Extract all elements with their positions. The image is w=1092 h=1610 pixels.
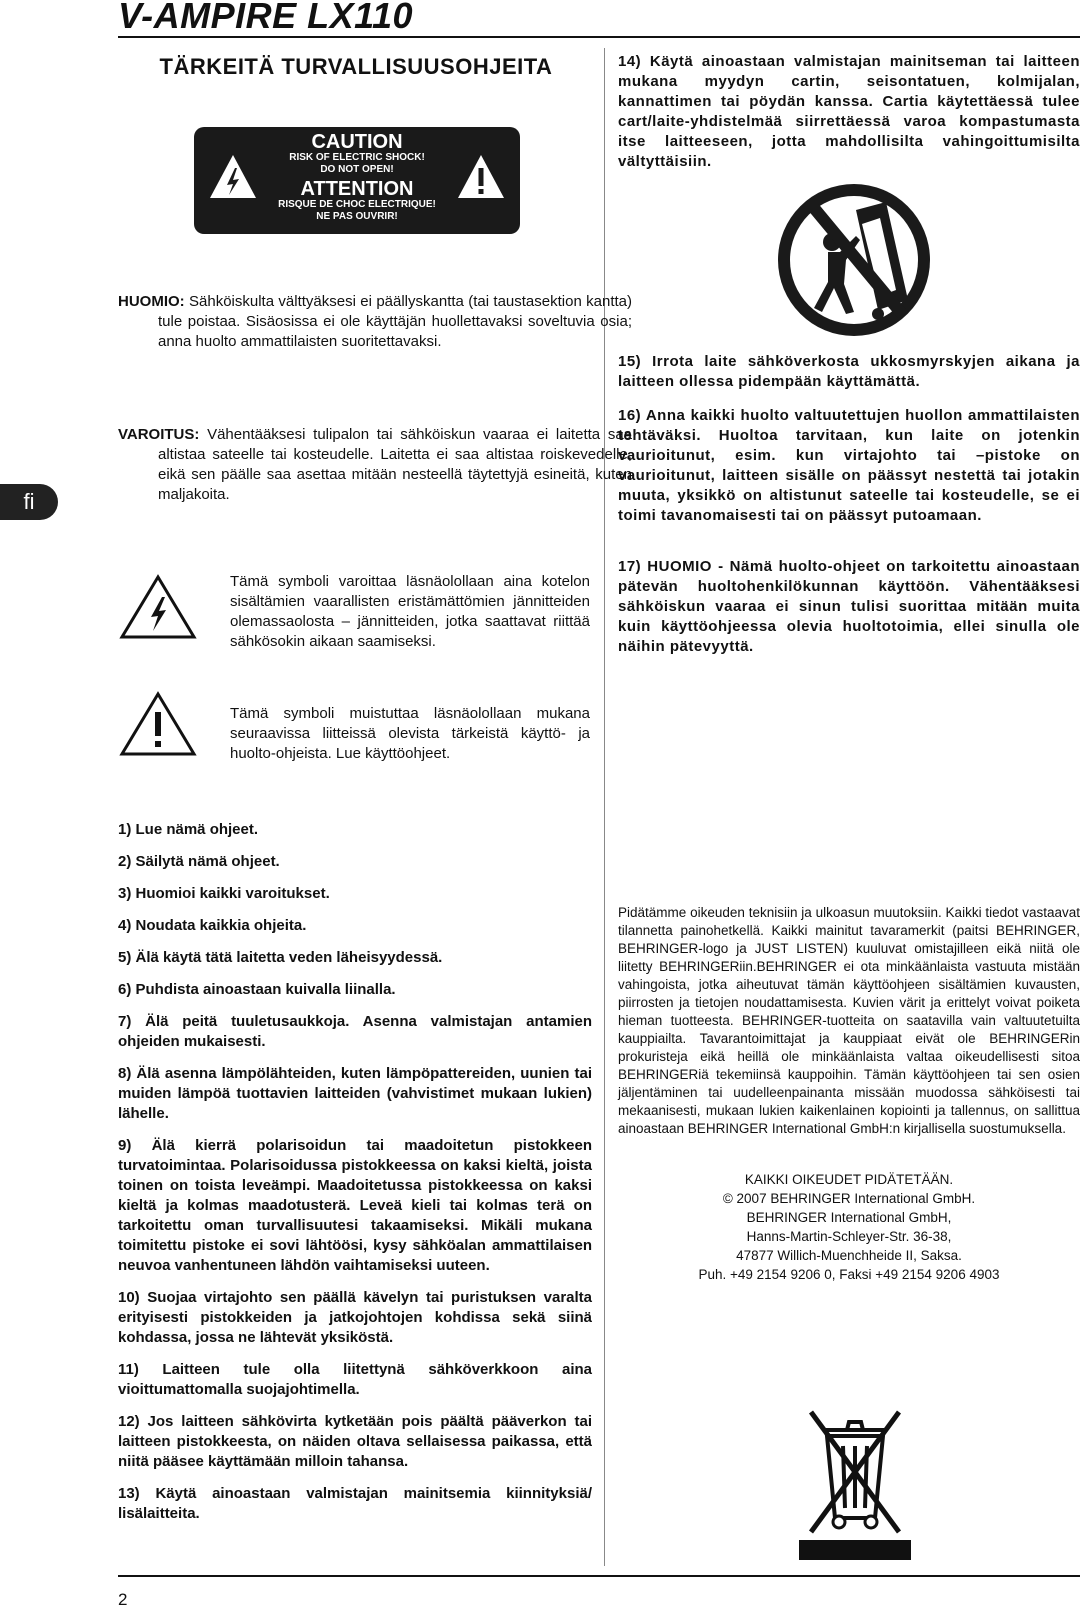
- rights-line: © 2007 BEHRINGER International GmbH.: [722, 1191, 976, 1206]
- symbol2-text: Tämä symboli muistuttaa läsnäolollaan mukana seuraavissa liitteissä olevista tärkeistä käyttö- ja huolto-ohjeista. Lue käyttöohjeet.: [230, 705, 590, 762]
- language-tab: fi: [0, 484, 58, 520]
- exclamation-symbol-icon: [118, 690, 198, 758]
- instruction-item: 8) Älä asenna lämpölähteiden, kuten lämpöpattereiden, uunien tai muiden lämpöä tuottavien laitteiden (vahvistimet mukaan lukien) lähelle.: [118, 1065, 592, 1122]
- symbol1-text: Tämä symboli varoittaa läsnäolollaan aina kotelon sisältämien vaarallisten eristämättömien jännitteiden olemassaolosta – jännitteiden, jotka saattavat riittää sähkösokin aikaan saamiseksi.: [230, 573, 590, 650]
- lightning-warning-icon: [208, 152, 258, 202]
- instruction-item: 4) Noudata kaikkia ohjeita.: [118, 917, 307, 934]
- instruction-item: 10) Suojaa virtajohto sen päällä kävelyn tai puristuksen varalta erityisesti pistokkeiden ja jatkojohtojen kohdissa sekä siinä kohdassa, jossa ne lähtevät yksiköstä.: [118, 1289, 592, 1346]
- varoitus-paragraph: [118, 425, 632, 505]
- instruction-item: 2) Säilytä nämä ohjeet.: [118, 853, 280, 870]
- legal-notice: Pidätämme oikeuden teknisiin ja ulkoasun muutoksiin. Kaikki tiedot vastaavat tilannetta painohetkellä. Kaikki mainitut tavaramerkit (paitsi BEHRINGER, BEHRINGER-logo ja JUST LISTEN) kuuluvat omistajilleen eikä niitä ole liitetty BEHRINGERiin.BEHRINGER ei ota minkäänlaista vastuuta mistään vahingoista, jotka aiheutuvat tämän käyttöohjeen sisältämien kuvausten, piirrosten ja tietojen noudattamisesta. Kuvien värit ja erittelyt voivat poiketa hieman tuotteesta. BEHRINGER-tuotteita on saatavilla vain valtuutetuilta kauppiailta. Tavarantoimittajat ja kauppiaat eivät ole BEHRINGERin prokuristeja eikä heillä ole minkäänlaista valtaa oikeudellisesti sitoa BEHRINGERiä tekemiinsä kauppoihin. Tämän käyttöohjeen tai sen osien jäljentäminen tai uudelleenpainanta missään muodossa sähköisesti tai mekaanisesti, mukaan lukien kaikenlainen kopiointi ja tallennus, on sallittua ainoastaan BEHRINGER International GmbH:n kirjallisella suostumuksella.: [618, 905, 1080, 1136]
- rights-line: Puh. +49 2154 9206 0, Faksi +49 2154 9206 4903: [698, 1267, 1000, 1282]
- varoitus-label: VAROITUS:: [118, 426, 200, 443]
- item-17: 17) HUOMIO - Nämä huolto-ohjeet on tarkoitettu ainoastaan pätevän huoltohenkilökunnan käyttöön. Vähentääksesi sähköiskun vaaraa ei sinun tulisi suorittaa mitään muita kuin käyttöohjeessa olevia huoltotoimia, ellei sinulla ole näihin pätevyyttä.: [618, 558, 1080, 655]
- instruction-item: 1) Lue nämä ohjeet.: [118, 821, 259, 838]
- column-divider: [604, 48, 605, 1566]
- instruction-item: 5) Älä käytä tätä laitetta veden läheisyydessä.: [118, 949, 443, 966]
- huomio-paragraph: [118, 292, 632, 352]
- rights-line: BEHRINGER International GmbH,: [746, 1210, 952, 1225]
- varoitus-text: Vähentääksesi tulipalon tai sähköiskun vaaraa ei laitetta saa altistaa sateelle tai kosteudelle. Laitetta ei saa altistaa roiskevedelle, eikä sen päälle saa asettaa mitään nesteellä täytettyjä esineitä, kuten maljakoita.: [158, 426, 632, 503]
- rights-block: [618, 1170, 1080, 1284]
- rights-line: Hanns-Martin-Schleyer-Str. 36-38,: [746, 1229, 952, 1244]
- caution-line-2: RISK OF ELECTRIC SHOCK!: [289, 152, 425, 163]
- rights-line: 47877 Willich-Muenchheide II, Saksa.: [736, 1248, 962, 1263]
- attention-line-2: RISQUE DE CHOC ELECTRIQUE!: [278, 199, 436, 210]
- instruction-item: 7) Älä peitä tuuletusaukkoja. Asenna valmistajan antamien ohjeiden mukaisesti.: [118, 1013, 592, 1050]
- title-rule: [118, 36, 1080, 38]
- item-14: 14) Käytä ainoastaan valmistajan mainitseman tai laitteen mukana myydyn cartin, seisontatuen, kolmijalan, kannattimen tai pöydän kanssa. Cartia käytettäessä tulee cart/laite-yhdistelmää siirrettäessä varoa kompastumasta itse laitteeseen, jotta mahdollisilta vahingoittumisilta vältyttäisiin.: [618, 53, 1080, 170]
- caution-label: CAUTION: [311, 131, 403, 153]
- instruction-item: 3) Huomioi kaikki varoitukset.: [118, 885, 330, 902]
- instruction-item: 13) Käytä ainoastaan valmistajan mainitsemia kiinnityksiä/ lisälaitteita.: [118, 1485, 592, 1522]
- item-15: 15) Irrota laite sähköverkosta ukkosmyrskyjen aikana ja laitteen ollessa pidempään käyttämättä.: [618, 353, 1080, 390]
- exclamation-warning-icon: [456, 152, 506, 202]
- instruction-item: 11) Laitteen tule olla liitettynä sähköverkkoon aina vioittumattomalla suojajohtimella.: [118, 1361, 592, 1398]
- instruction-item: 9) Älä kierrä polarisoidun tai maadoitetun pistokkeen turvatoimintaa. Polarisoidussa pistokkeessa on kaksi kieltä, joista toinen on toista leveämpi. Maadoitetussa pistokkeessa on kaksi kieltä ja kolmas maadotusterä. Leveä kieli tai kolmas terä on tarkoitettu oman turvallisuutesi takaamiseksi. Mikäli mukana toimitettu pistoke ei sovi lähtöösi, kysy sähköalan ammattilaisen neuvoa vanhentuneen lähdön vaihtamiseksi uuteen.: [118, 1137, 592, 1274]
- footer-rule: [118, 1575, 1080, 1577]
- cart-warning-icon: [774, 180, 934, 340]
- document-title: V-AMPIRE LX110: [118, 0, 414, 36]
- caution-line-3: DO NOT OPEN!: [320, 164, 394, 175]
- weee-bin-icon: [795, 1400, 915, 1560]
- attention-label: ATTENTION: [300, 178, 414, 200]
- attention-line-3: NE PAS OUVRIR!: [316, 211, 398, 222]
- huomio-label: HUOMIO:: [118, 293, 185, 310]
- page-number: 2: [118, 1590, 128, 1609]
- item-16: 16) Anna kaikki huolto valtuutettujen huollon ammattilaisten tehtäväksi. Huoltoa tarvitaan, kun laite on jotenkin vaurioitunut, esim. kun virtajohto tai –pistoke on vaurioitunut, laitteen sisälle on päässyt nestettä tai jotakin muuta, yksikkö on altistunut sateelle tai kosteudelle, se ei toimi tavanomaisesti tai on päässyt putoamaan.: [618, 407, 1080, 524]
- instructions-list: [118, 820, 592, 1536]
- huomio-text: Sähköiskulta välttyäksesi ei päällyskantta (tai taustasektion kantta) tule poistaa. Sisäosissa ei ole käyttäjän huollettavaksi soveltuvia osia; anna huolto ammattilaisten suoritettavaksi.: [158, 293, 632, 350]
- instruction-item: 12) Jos laitteen sähkövirta kytketään pois päältä pääverkon tai laitteen pistokkeesta, on näiden oltava sellaisessa paikassa, että niitä pääsee käyttämään milloin tahansa.: [118, 1413, 592, 1470]
- lightning-symbol-icon: [118, 573, 198, 641]
- instruction-item: 6) Puhdista ainoastaan kuivalla liinalla.: [118, 981, 396, 998]
- rights-line: KAIKKI OIKEUDET PIDÄTETÄÄN.: [744, 1172, 954, 1187]
- caution-sign: [194, 127, 520, 234]
- section-heading: TÄRKEITÄ TURVALLISUUSOHJEITA: [159, 54, 553, 79]
